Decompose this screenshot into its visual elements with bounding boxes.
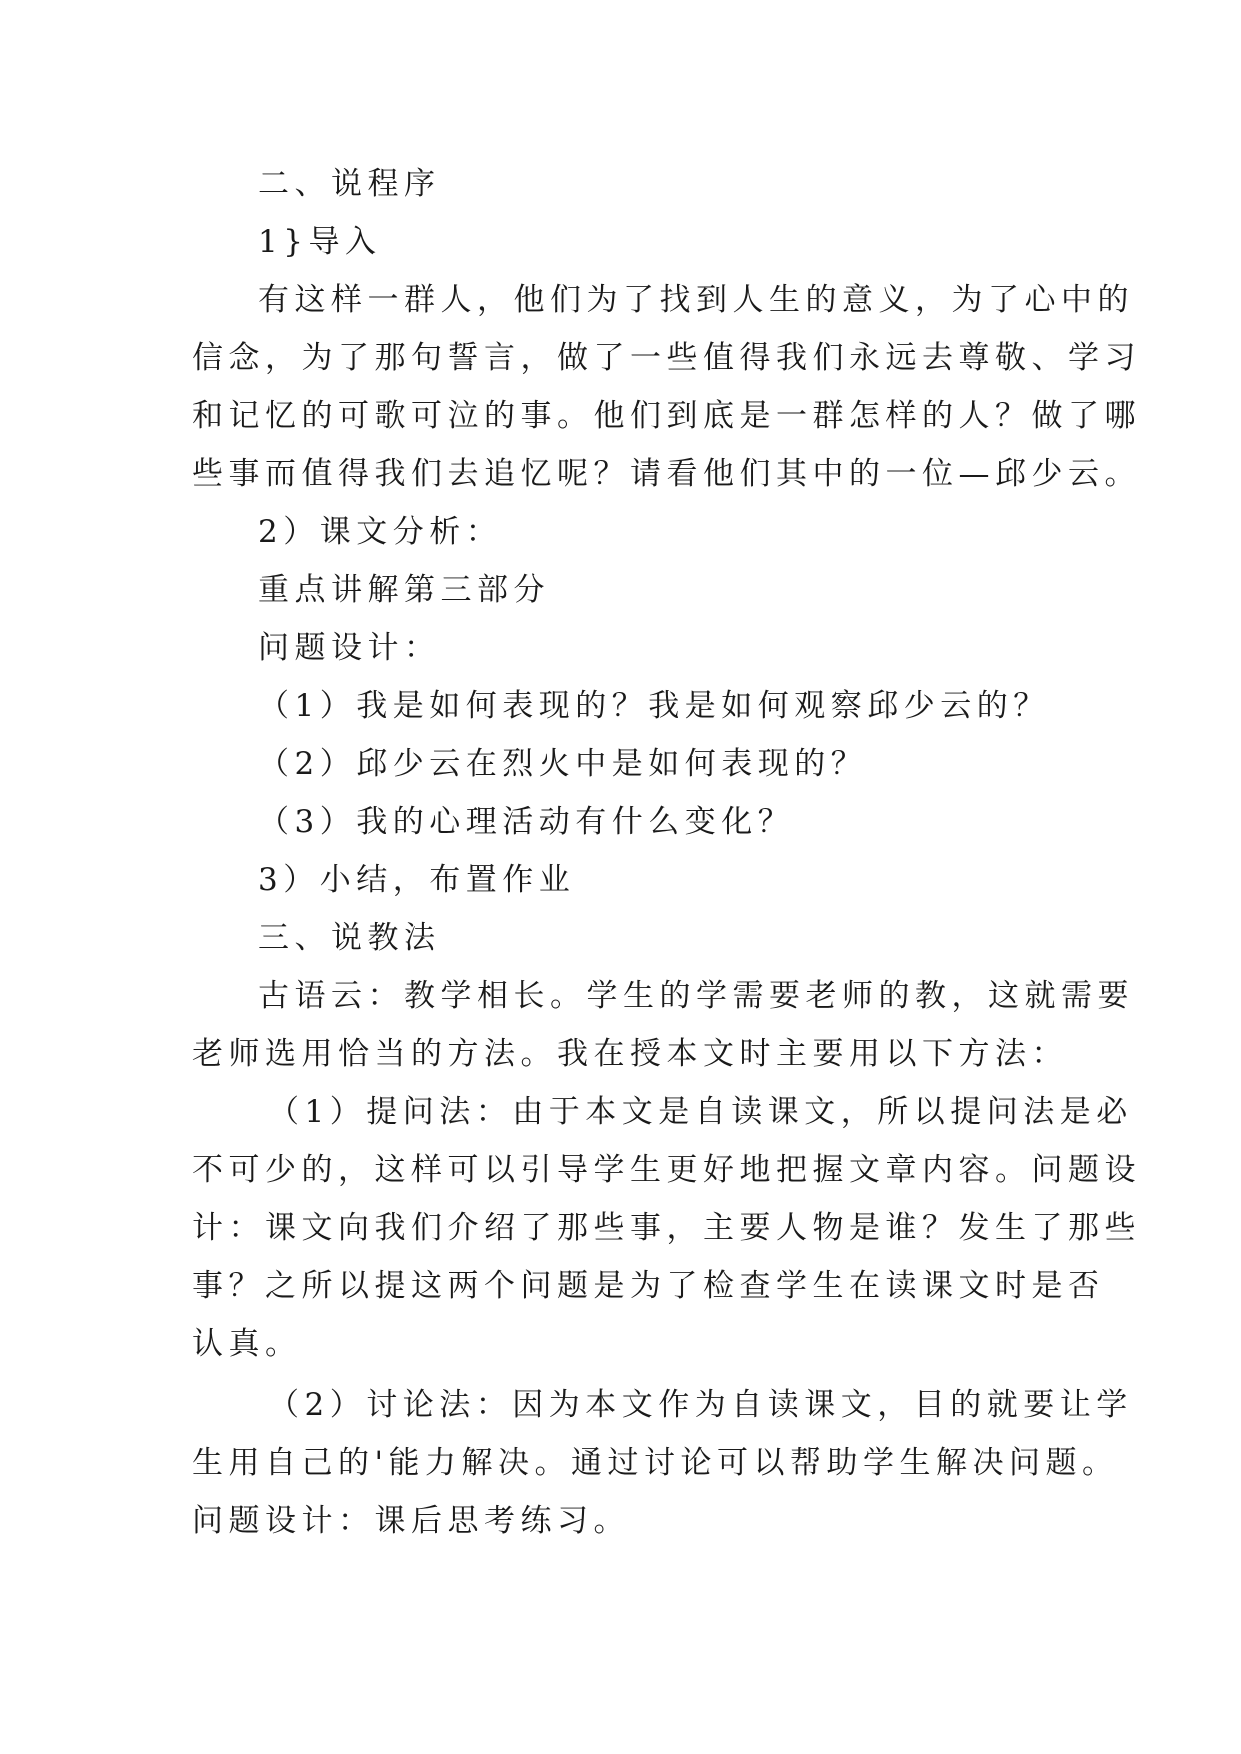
paragraph-line: 有这样一群人，他们为了找到人生的意义，为了心中的 [258, 282, 1134, 318]
subheading: 2）课文分析： [258, 514, 503, 550]
paragraph-line: 古语云：教学相长。学生的学需要老师的教，这就需要 [258, 978, 1134, 1014]
paragraph-line: 些事而值得我们去追忆呢？请看他们其中的一位—邱少云。 [192, 456, 1141, 492]
paragraph-line: 生用自己的'能力解决。通过讨论可以帮助学生解决问题。 [192, 1445, 1119, 1481]
paragraph-line: 老师选用恰当的方法。我在授本文时主要用以下方法： [192, 1036, 1068, 1072]
list-item: （1）我是如何表现的？我是如何观察邱少云的？ [258, 688, 1050, 724]
subheading: 1}导入 [258, 224, 382, 260]
paragraph-line: 信念，为了那句誓言，做了一些值得我们永远去尊敬、学习 [192, 340, 1141, 376]
paragraph-line: 事？之所以提这两个问题是为了检查学生在读课文时是否 [192, 1268, 1105, 1304]
paragraph-line: 问题设计：课后思考练习。 [192, 1503, 630, 1539]
paragraph-line: 问题设计： [258, 630, 441, 666]
subheading: 3）小结，布置作业 [258, 862, 576, 898]
paragraph-line: （1）提问法：由于本文是自读课文，所以提问法是必 [268, 1094, 1133, 1130]
paragraph-line: 认真。 [192, 1326, 302, 1362]
paragraph-line: （2）讨论法：因为本文作为自读课文，目的就要让学 [268, 1387, 1133, 1423]
section-heading: 三、说教法 [258, 920, 441, 956]
paragraph-line: 计：课文向我们介绍了那些事，主要人物是谁？发生了那些 [192, 1210, 1141, 1246]
paragraph-line: 重点讲解第三部分 [258, 572, 550, 608]
paragraph-line: 和记忆的可歌可泣的事。他们到底是一群怎样的人？做了哪 [192, 398, 1141, 434]
list-item: （3）我的心理活动有什么变化？ [258, 804, 795, 840]
paragraph-line: 不可少的，这样可以引导学生更好地把握文章内容。问题设 [192, 1152, 1141, 1188]
list-item: （2）邱少云在烈火中是如何表现的？ [258, 746, 868, 782]
section-heading: 二、说程序 [258, 166, 441, 202]
